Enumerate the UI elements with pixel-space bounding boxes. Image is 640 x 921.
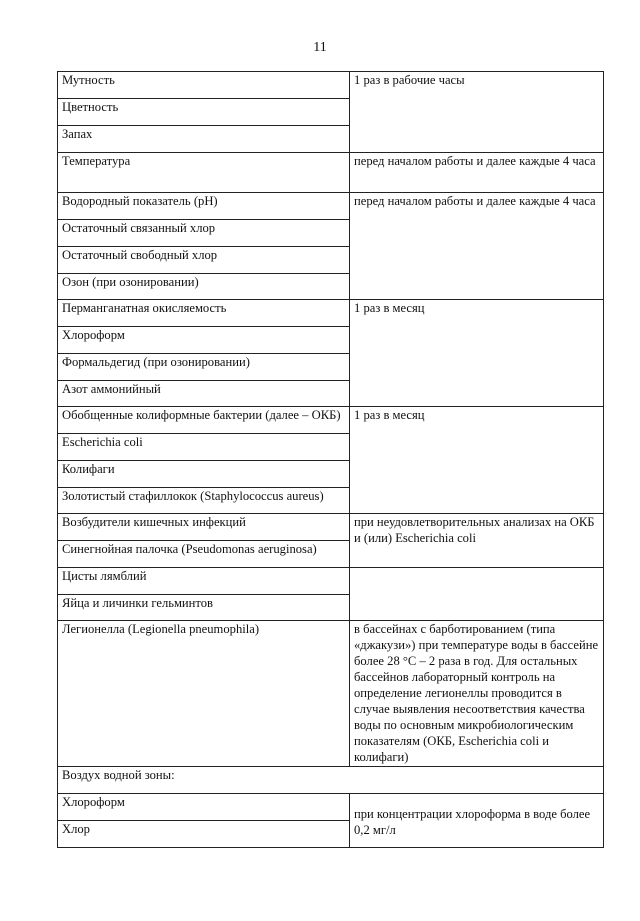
empty-frequency-cell [350, 568, 604, 621]
parameter-cell: Температура [58, 153, 350, 193]
parameter-cell: Водородный показатель (pH) [58, 193, 350, 220]
parameter-cell: Escherichia coli [58, 434, 350, 461]
frequency-cell: 1 раз в месяц [350, 300, 604, 407]
parameter-cell: Цисты лямблий [58, 568, 350, 595]
parameter-cell: Яйца и личинки гельминтов [58, 595, 350, 621]
parameter-cell: Синегнойная палочка (Pseudomonas aeruginosa) [58, 541, 350, 568]
frequency-cell: при неудовлетворительных анализах на ОКБ и (или) Escherichia coli [350, 514, 604, 568]
frequency-cell: 1 раз в месяц [350, 407, 604, 514]
frequency-cell: 1 раз в рабочие часы [350, 72, 604, 153]
monitoring-table [57, 71, 604, 848]
parameter-cell: Обобщенные колиформные бактерии (далее – ОКБ) [58, 407, 350, 434]
parameter-cell: Золотистый стафиллокок (Staphylococcus aureus) [58, 488, 350, 514]
parameter-cell: Хлороформ [58, 794, 350, 821]
frequency-cell: перед началом работы и далее каждые 4 часа [350, 193, 604, 300]
parameter-cell: Мутность [58, 72, 350, 99]
parameter-cell: Азот аммонийный [58, 381, 350, 407]
page-number: 11 [313, 40, 327, 55]
parameter-cell: Остаточный свободный хлор [58, 247, 350, 274]
parameter-cell: Запах [58, 126, 350, 153]
section-title: Воздух водной зоны: [58, 767, 604, 794]
parameter-cell: Колифаги [58, 461, 350, 488]
parameter-cell: Формальдегид (при озонировании) [58, 354, 350, 381]
parameter-cell: Хлороформ [58, 327, 350, 354]
parameter-cell: Цветность [58, 99, 350, 126]
parameter-cell: Озон (при озонировании) [58, 274, 350, 300]
parameter-cell: Перманганатная окисляемость [58, 300, 350, 327]
frequency-cell: в бассейнах с барботированием (типа «джакузи») при температуре воды в бассейне более 28 °С – 2 раза в год. Для остальных бассейнов лабораторный контроль на определение легионеллы проводится в случае выявления несоответствия качества воды по основным микробиологическим показателям (ОКБ, Escherichia coli и колифаги) [350, 621, 604, 767]
frequency-cell: при концентрации хлороформа в воде более 0,2 мг/л [350, 794, 604, 848]
parameter-cell: Остаточный связанный хлор [58, 220, 350, 247]
frequency-cell: перед началом работы и далее каждые 4 часа [350, 153, 604, 193]
parameter-cell: Хлор [58, 821, 350, 848]
parameter-cell: Легионелла (Legionella pneumophila) [58, 621, 350, 767]
parameter-cell: Возбудители кишечных инфекций [58, 514, 350, 541]
